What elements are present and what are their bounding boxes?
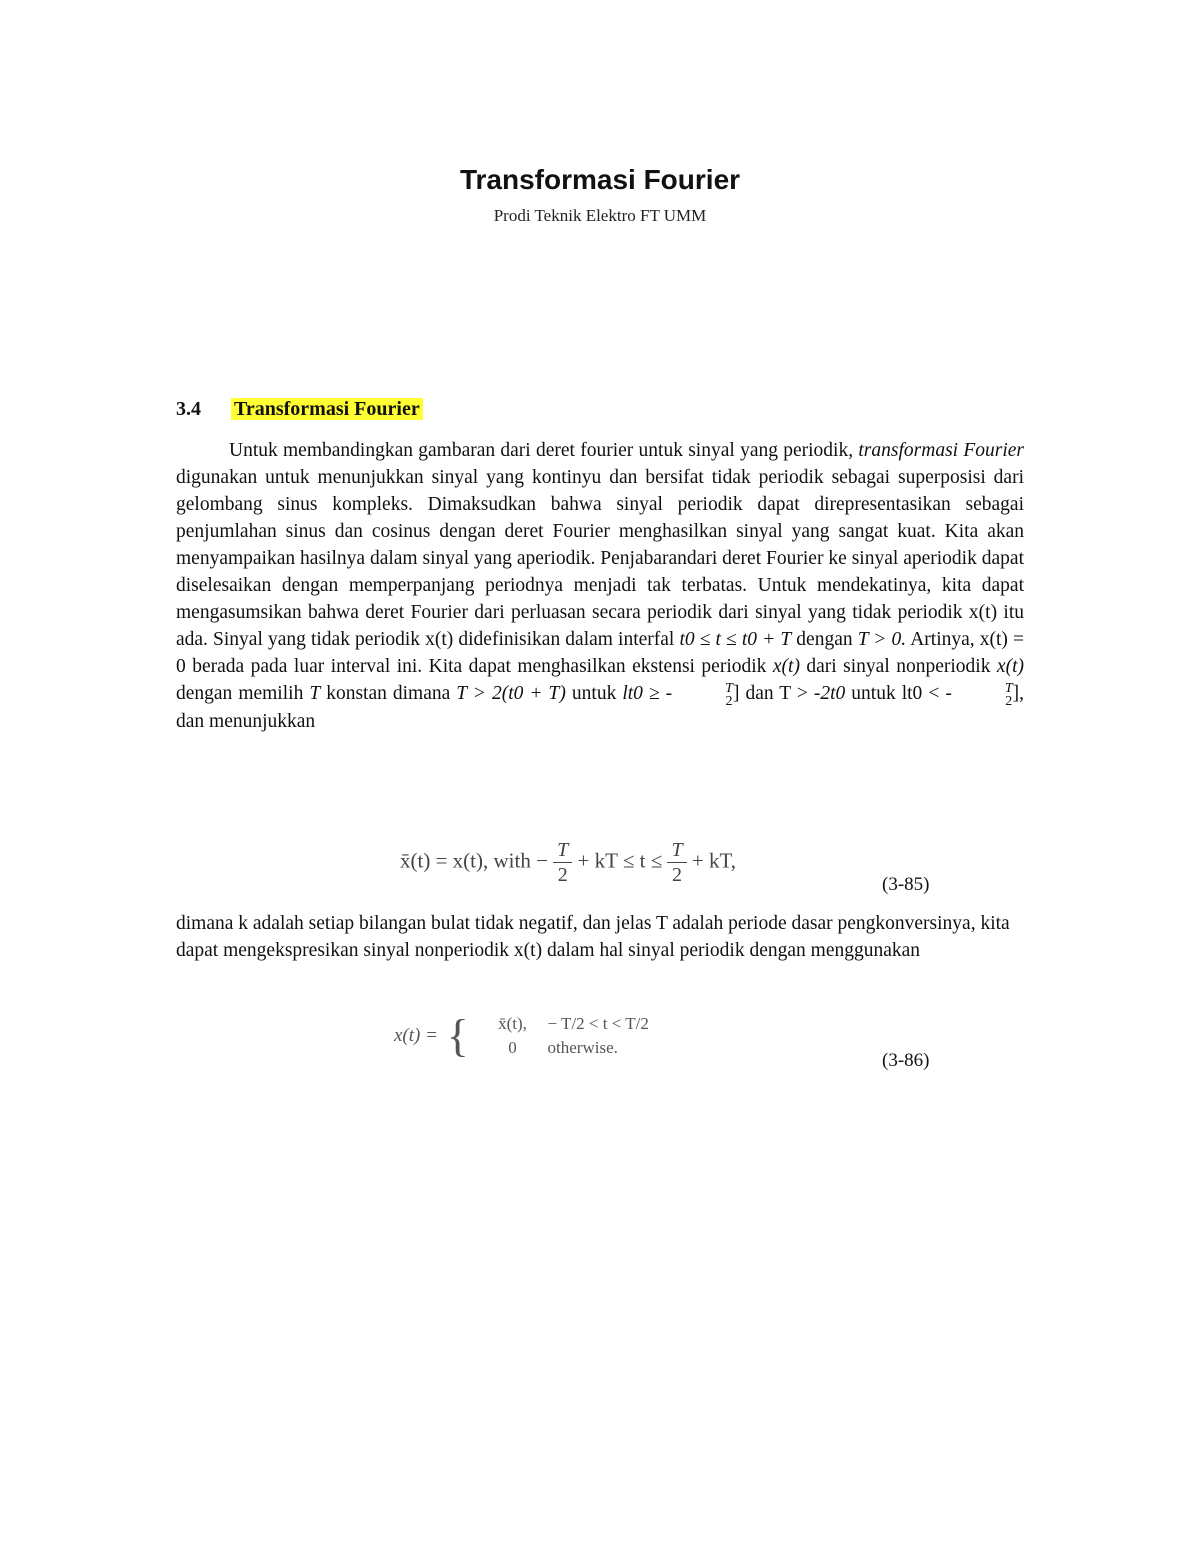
text-span: berada pada luar interval ini. Kita dapat menghasilkan ekstensi periodik	[185, 656, 773, 677]
equation-number: (3-86)	[882, 1050, 930, 1071]
text-span: Untuk membandingkan gambaran dari deret fourier untuk sinyal yang periodik,	[229, 440, 854, 461]
fraction-numerator: T	[725, 680, 733, 696]
case-row	[478, 1036, 658, 1060]
text-span: dari sinyal nonperiodik	[799, 656, 997, 677]
equation-part: x̄(t) = x(t), with −	[400, 848, 548, 873]
text-span: untuk	[565, 683, 623, 704]
text-span: dengan	[791, 629, 858, 650]
case-row	[478, 1012, 658, 1036]
equation-fraction	[667, 838, 686, 887]
inline-fraction	[672, 682, 733, 708]
equation-3-85	[400, 838, 736, 887]
math-condition-3: lt0 ≥ -	[622, 683, 673, 704]
paragraph-text: dimana k adalah setiap bilangan bulat tidak negatif, dan jelas T adalah periode dasar pengkonversinya, kita dapat mengekspresikan sinyal nonperiodik x(t) dalam hal sinyal periodik dengan menggunakan	[176, 913, 1010, 961]
fraction-denominator: 2	[1005, 693, 1013, 709]
case-value: x̄(t),	[498, 1014, 527, 1033]
math-interval: t0 ≤ t ≤ t0 + T	[679, 629, 792, 650]
fraction-denominator: 2	[672, 864, 683, 886]
text-span: Artinya,	[906, 629, 980, 650]
math-xt: x(t)	[996, 656, 1024, 677]
text-span: konstan dimana	[320, 683, 457, 704]
equation-3-86	[394, 1012, 658, 1060]
paragraph-1	[176, 437, 1024, 735]
math-condition: T > 0.	[857, 629, 907, 650]
text-span: dengan memilih	[176, 683, 310, 704]
paragraph-2	[176, 910, 1024, 964]
text-span: ], dan menunjukkan	[176, 683, 1024, 732]
math-zero: x(t) = 0	[176, 629, 1024, 677]
section-number: 3.4	[176, 398, 201, 420]
italic-term: transformasi Fourier	[858, 440, 1025, 461]
document-subtitle: Prodi Teknik Elektro FT UMM	[493, 206, 707, 225]
fraction-denominator: 2	[557, 864, 568, 886]
section-title: Transformasi Fourier	[231, 398, 423, 420]
case-condition: − T/2 < t < T/2	[547, 1014, 649, 1033]
equation-lhs: x(t) =	[394, 1025, 438, 1046]
equation-part: + kT ≤ t ≤	[577, 848, 663, 873]
fraction-numerator: T	[1004, 680, 1013, 696]
section-heading	[176, 398, 423, 421]
text-span: untuk lt0 < -	[845, 683, 952, 704]
text-span: digunakan untuk menunjukkan sinyal yang kontinyu dan bersifat tidak periodik sebagai superposisi dari gelombang sinus kompleks. Dimaksudkan bahwa sinyal periodik dapat direpresentasikan sebagai penjumlahan sinus dan cosinus dengan deret Fourier menghasilkan sinyal yang sangat kuat. Kita akan menyampaikan hasilnya dalam sinyal yang aperiodik. Penjabarandari deret Fourier ke sinyal aperiodik dapat diselesaikan dengan memperpanjang periodnya menjadi tak terbatas. Untuk mendekatinya, kita dapat mengasumsikan bahwa deret Fourier dari perluasan secara periodik dari sinyal yang tidak periodik x(t) itu ada. Sinyal yang tidak periodik x(t) didefinisikan dalam interfal	[176, 467, 1024, 650]
math-condition-2: T > 2(t0 + T)	[456, 683, 566, 704]
document-title: Transformasi Fourier	[459, 164, 741, 195]
text-span: ] dan T >	[732, 683, 814, 704]
equation-number: (3-85)	[882, 874, 930, 895]
fraction-denominator: 2	[725, 693, 733, 709]
math-T: T	[309, 683, 321, 704]
equation-part: + kT,	[691, 848, 736, 873]
case-condition: otherwise.	[547, 1038, 618, 1057]
fraction-numerator: T	[667, 838, 686, 863]
math-condition-4: -2t0	[813, 683, 846, 704]
fraction-numerator: T	[553, 838, 572, 863]
case-value: 0	[508, 1038, 517, 1057]
equation-fraction	[553, 838, 572, 887]
cases-block	[478, 1012, 658, 1060]
math-xt: x(t)	[772, 656, 800, 677]
cases-brace: {	[446, 1010, 469, 1061]
inline-fraction	[952, 682, 1013, 708]
